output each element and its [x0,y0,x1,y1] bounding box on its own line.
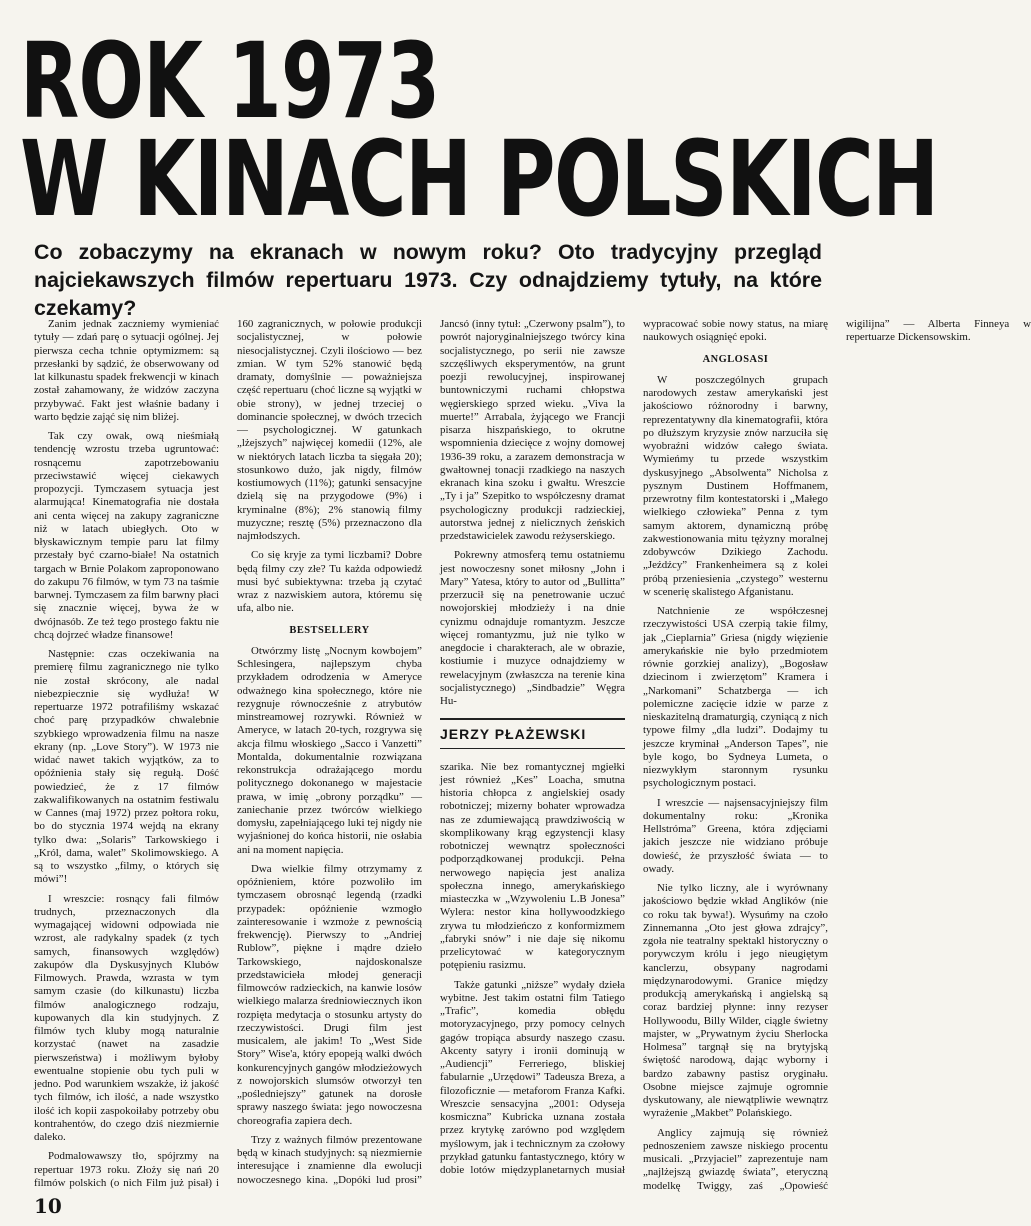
headline-line-1: ROK 1973 [20,20,440,142]
paragraph: Pokrewny atmosferą temu ostatniemu jest nowoczesny sonet miłosny „John i Mary” Yatesa, który to autor od „Bullitta” przerzucił się na penetrowanie uczuć nowojorskiej młodzieży i na dnie cynizmu odnajduje romantyzm. Jeszcze więcej romantyzmu, już nie tylko w anegdocie i charakterach, ale w obrazie, kostiumie i muzyce odnajdziemy w rewelacyjnym (zwłaszcza na terenie kina socjalistycznego) „Sindbadzie” Węgra Hu- [440,549,625,707]
paragraph: szarika. Nie bez romantycznej mgiełki jest również „Kes” Loacha, smutna historia chłopca z angielskiej osady robotniczej; mizerny bohater wprowadza nas ze zdumiewającą prawdziwością w skomplikowany krąg egzystencji klasy robotniczej wewnątrz społeczności podporządkowanej produkcji. Pełna nerwowego napięcia jest analiza społeczna innego, amerykańskiego miasteczka w „Wzywoleniu L.B Jonesa” Wylera: nestor kina hollywoodzkiego zrywa tu młodzieńczo z konformizmem „fabryki snów” i nie daje się nikomu przelicytować w kategorycznym potępieniu rasizmu. [440,760,625,972]
paragraph: Anglicy zajmują się również pednoszeniem zawsze niskiego procentu musicali. „Przyjaciel” zaprezentuje nam „najlżejszą gwiazdę świata”, eteryczną modelkę Twiggy, zaś „Opowieść wigilijna” — Alberta Finneya w repertuarze Dickensowskim. [643,318,1031,1192]
paragraph: Nie tylko liczny, ale i wyrównany jakościowo będzie wkład Anglików (nie co roku tak bywa!). Wysuńmy na czoło Zinnemanna „Oto jest głowa zdrajcy”, zgoła nie teatralny spektakl historyczny o porywczym królu i jego nieugiętym kanclerzu, obsypany nagrodami międzynarodowymi. Granice między produkcją amerykańską i angielską są coraz bardziej płynne: inny rezyser Hollywoodu, Billy Wilder, ciągle świetny majster, w „Prywatnym życiu Sherlocka Holmesa” targnął się na brytyjską świętość narodową, dając wyborny i bardzo zabawny pastisz oryginału. Osobne miejsce zajmuje ogromnie dyskutowany, ale niewątpliwie wewnątrz wyrażenie „Makbet” Polańskiego. [643,882,828,1120]
lead-paragraph: Co zobaczymy na ekranach w nowym roku? Oto tradycyjny przegląd najciekawszych filmów repertuaru 1973. Czy odnajdziemy tytuły, na które czekamy? [34,240,822,320]
article-body [34,318,1031,1198]
paragraph: Dwa wielkie filmy otrzymamy z opóźnieniem, które pozwoliło im tymczasem obrosnąć legendą (rzadki przypadek: opóźnienie wzmogło zainteresowanie i wzmoże z pewnością frekwencję). Pierwszy to „Andriej Rublow”, piękne i mądre dzieło Tarkowskiego, najdoskonalsze przedstawicieła młodej generacji filmowców radzieckich, na kanwie losów wielkiego malarza średniowiecznych ikon rozpięta medytacja o stosunku artysty do rzeczywistości. Drugi film jest musicalem, ale jakim! To „West Side Story” Wise'a, który epopeją walki dwóch konkurencyjnych gangów młodzieżowych z nowojorskich slumsów otworzył ten „pośledniejszy” gatunek na dorosłe sprawy naszego świata: jego nowoczesna choreografia zapiera dech. [237,862,422,1127]
headline [20,20,938,240]
paragraph: Zanim jednak zaczniemy wymieniać tytuły — zdań parę o sytuacji ogólnej. Jej pierwsza cecha tchnie optymizmem: są przesłanki by sądzić, że obserwowany od lat kilkunastu spadek frekwencji w kinach został zahamowany, że widzów zaczyna przybywać. Fakt jest właśnie badany i warto będzie zająć się nim bliżej. [34,318,219,423]
paragraph: Otwórzmy listę „Nocnym kowbojem” Schlesingera, najlepszym chyba przykładem odrodzenia w Ameryce odważnego kina społecznego, które nie rezygnuje równocześnie z atrybutów minstreamowej rozrywki. Również w Ameryce, w latach 20-tych, rozgrywa się akcja filmu włoskiego „Sacco i Vanzetti” Montalda, dokumentalnie rozwiązana rekonstrukcja odrażającego mordu politycznego dokonanego w majestacie prawa, w imię „obrony porządku” — zaniechanie przez twórców wielkiego domysłu, zapełniającego luki tej nigdy nie wyjaśnionej do końca historii, nie osłabia ani na moment napięcia. [237,644,422,856]
section-heading-bestsellery: BESTSELLERY [289,624,370,636]
paragraph: Tak czy owak, ową nieśmiałą tendencję wzrostu trzeba ugruntować: rosnącemu zapotrzebowaniu przeciwstawić więcej ciekawych propozycji. Tymczasem sytuacja jest alarmująca! Kinematografia nie dostała ani centa więcej na zakupy zagraniczne niż w latach ubiegłych. Oto w błyskawicznym tempie paru lat filmy przestały być czarno-białe! Na ostatnich targach w Brnie Polakom zaproponowano do zakupu 76 filmów, w tym 73 na taśmie barwnej. Tymczasem za film barwny płaci się znacznie więcej, bywa że w dwójnasób. Ze też tego prostego faktu nie chcą dojrzeć władze finansowe! [34,430,219,641]
paragraph: I wreszcie — najsensacyjniejszy film dokumentalny roku: „Kronika Hellstróma” Greena, która zdjęciami jakich jeszcze nie widziano próbuje dowieść, że przyszłość świata — to owady. [643,796,828,875]
paragraph: I wreszcie: rosnący fali filmów trudnych, przeznaczonych dla wymagającej widowni odpowiada nie wzrost, ale radykalny spadek (z tych samych, finansowych względów) zakupów dla Dyskusyjnych Klubów Filmowych. Prawda, wzrasta w tym samym czasie (do kilkunastu) liczba filmów analogicznego rodzaju, kupowanych dla kin studyjnych. Z filmów tych kluby mogą naturalnie korzystać (nawet na zasadzie pierwszeństwa) i możliwym byłoby ewentualne stopienie obu tych puli w jedno. Pod warunkiem wszakże, iż jakość tych filmów, ich ilość, a nade wszystko ilość ich kopii zaspokoiłaby potrzeby obu kontrahentów, do czego dziś niezmiernie daleko. [34,892,219,1143]
paragraph: Następnie: czas oczekiwania na premierę filmu zagranicznego nie tylko nie został skrócony, ale nadal niebezpiecznie się wydłuża! W repertuarze 1972 potrafiliśmy wskazać choć parę przypadków chwalebnie szybkiego wprowadzenia filmu na nasze ekrany (np. „Love Story”). W 1973 nie widać nawet takich wyjątków, za to opóźnienia stały się regułą. Dość powiedzieć, że z 17 filmów zakwalifikowanych na ostatnim festiwalu w Cannes (maj 1972) przez połtora roku, bo do stycznia 1974 wejdą na ekrany tylko dwa: „Solaris” Tarkowskiego i „Król, dama, walet” Skolimowskiego. A są to wszystko „filmy, o których się mówi”! [34,648,219,886]
paragraph: Co się kryje za tymi liczbami? Dobre będą filmy czy złe? Tu każda odpowiedź musi być subiektywna: trzeba ją czytać wraz z nazwiskiem autora, któremu się ufa, albo nie. [237,549,422,615]
paragraph: Podmalowawszy tło, spójrzmy na repertuar 1973 roku. Złoży się nań 20 filmów polskich (o nich Film już pisał) i 160 zagranicznych, w połowie produkcji socjalistycznej, w połowie niesocjalistycznej. Czyli ilościowo — bez zmian. W tym 52% stanowić będą dramaty, domyślnie — poważniejsza część repertuaru (choć liczne są wyjątki w obie strony), w jednej trzeciej o dominancie społecznej, w dwóch trzecich — psychologicznej. W gatunkach „lżejszych” najwięcej komedii (12%, ale w niektórych latach liczba ta sięgała 20); stosunkowo dużo, jak nigdy, filmów kostiumowych (11%); gatunki sensacyjne dzielą się na przygodowe (9%) i kryminalne (8%); 2% stanowią filmy muzyczne; resztę (5%) przeznaczono dla najmłodszych. [34,318,422,1189]
paragraph: Natchnienie ze współczesnej rzeczywistości USA czerpią takie filmy, jak „Cieplarnia” Griesa (nigdy więzienie amerykańskie nie było przedmiotem równie gorzkiej analizy), „Bogosław dziecinom i zwierzętom” Kramera i „Narkomani” Schatzberga — ich polemiczne zacięcie idzie w parze z nieskazitelną dramaturgią, czyniącą z nich typowe filmy „dla ludzi”. Dodajmy tu jeszcze kryminał „Anderson Tapes”, nie byle kogo, bo Sydneya Lumeta, o niezwykłym staronnym rysunku psychologicznym postaci. [643,605,828,790]
paragraph: Także gatunki „niższe” wydały dzieła wybitne. Jest takim ostatni film Tatiego „Trafic”, komedia obłędu motoryzacyjnego, przy pomocy celnych gagów tropiąca absurdy naszego czasu. Akcenty satyry i ironii dominują w „Audiencji” Ferreriego, bliskiej fabularnie „Urzędowi” Tadeusza Breza, a filozoficznie — metaforom Franza Kafki. Wreszcie sensacyjna „2001: Odyseja kosmiczna” Kubricka uznana została przez krytykę zarówno pod względem myślowym, jak i technicznym za czołowy przykład gatunku fantastycznego, który w dobie lotów międzyplanetarnych musiał wypracować sobie nowy status, na miarę naukowych osiągnięć epoki. [440,318,828,1176]
paragraph: Trzy z ważnych filmów prezentowane będą w kinach studyjnych: są niezmiernie interesujące i znamienne dla ewolucji nowoczesnego kina. „Dopóki lud prosi” Jancsó (inny tytuł: „Czerwony psalm”), to powrót najoryginalniejszego twórcy kina socjalistycznego, po serii nie zawsze szczęśliwych eksperymentów, na grunt poezji rewolucyjnej, inspirowanej buntowniczymi ruchami chłopstwa węgierskiego sprzed wieku. „Viva la muerte!” Arrabala, żyjącego we Francji pisarza hiszpańskiego, to okrutne wspomnienia dziecięce z wojny domowej 1936-39 roku, a zarazem demonstracja w gwałtownej tonacji rzadkiego na naszych ekranach kina szoku i gwałtu. Wreszcie „Ty i ja” Szepitko to współczesny dramat psychologiczny produkcji radzieckiej, autorstwa jednej z nielicznych żeńskich przedstawicielek zawodu reżyserskiego. [237,318,625,1186]
author-byline: JERZY PŁAŻEWSKI [440,718,625,748]
headline-line-2: W KINACH POLSKICH [20,117,938,240]
section-heading-anglosasi: ANGLOSASI [702,353,769,365]
page-number: 10 [34,1194,62,1218]
paragraph: W poszczególnych grupach narodowych zestaw amerykański jest jakościowo różnorodny i barwny, reprezentatywny dla kinematografii, która po dłuższym kryzysie znów narzuciła się wyobraźni widzów całego świata. Wymieńmy tu przede wszystkim dyskusyjnego „Absolwenta” Nicholsa z pysznym Dustinem Hoffmanem, przewrotny film kontestatorski i „Małego wielkiego człowieka” Penna z tym samym aktorem, dynamiczną próbę zakwestionowania mitu tężyzny moralnej zdobywców Dzikiego Zachodu. „Jeźdźcy” Frankenheimera są z kolei próbą przeniesienia „czystego” westernu w scenerię skalistego Afganistanu. [643,373,828,598]
